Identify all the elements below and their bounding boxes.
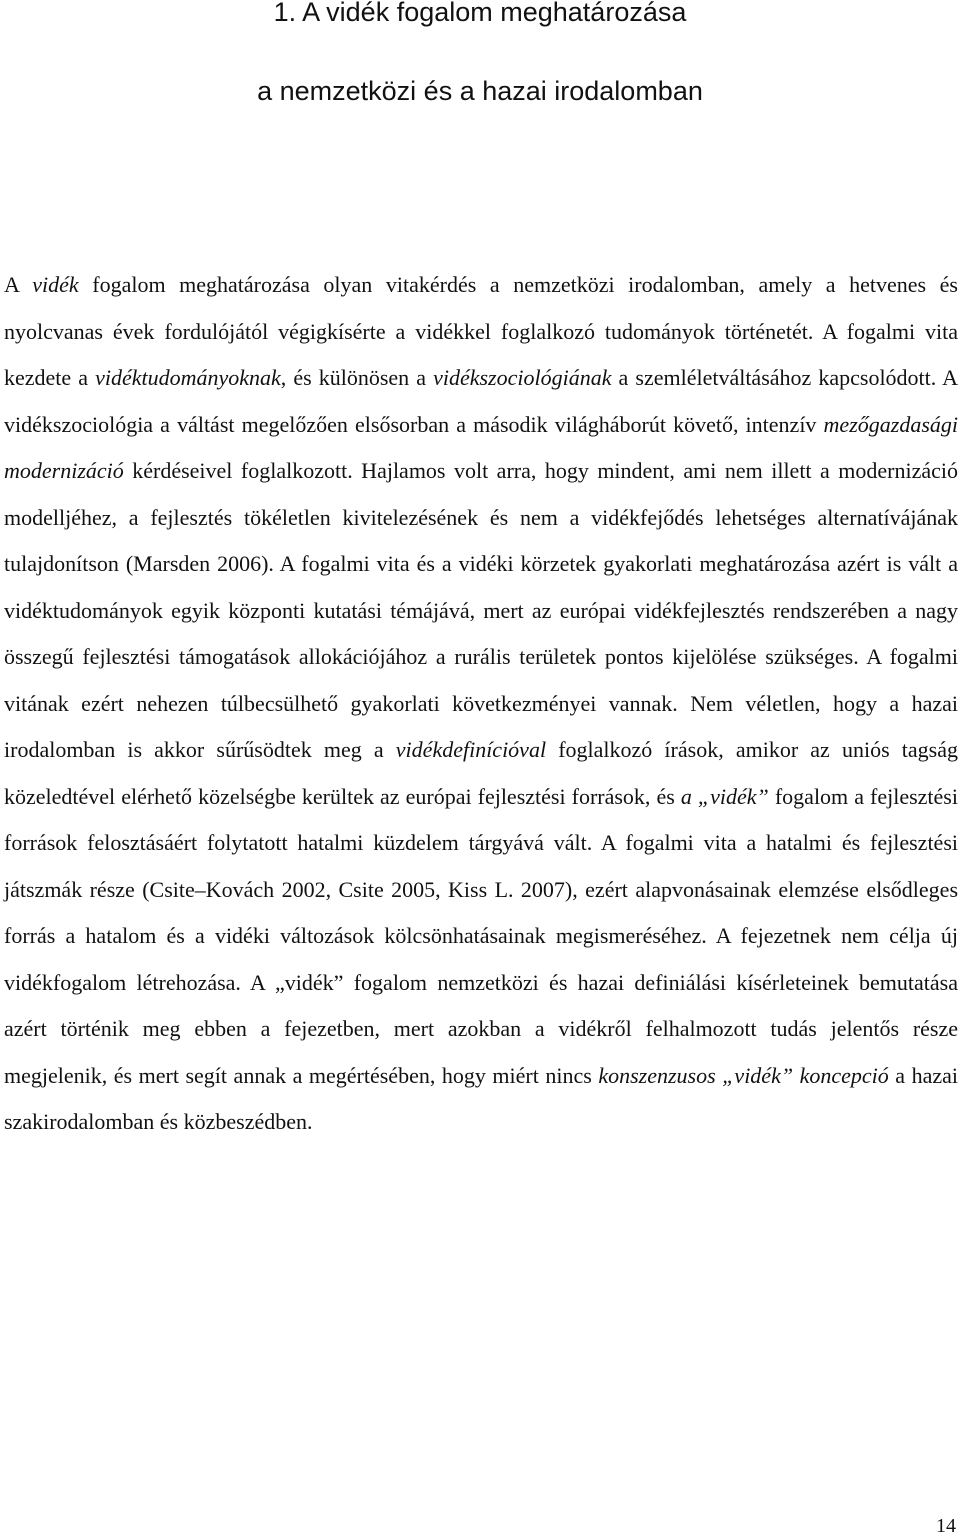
text-run: fogalom a fejlesztési források felosztásáért folytatott hatalmi küzdelem tárgyává vált. A fogalmi vita a hatalmi és fejlesztési játszmák része (Csite–Kovách 2002, Csite 2005, Kiss L. 2007), ezért alapvonásainak elemzése elsődleges forrás a hatalom és a vidéki változások kölcsönhatásainak megismeréséhez. A fejezetnek nem célja új vidékfogalom létrehozása. A „vidék” fogalom nemzetközi és hazai definiálási kísérleteinek bemutatása azért történik meg ebben a fejezetben, mert azokban a vidékről felhalmozott tudás jelentős része megjelenik, és mert segít annak a megértésében, hogy miért nincs bbox=[4, 783, 958, 1088]
text-run: fogalom meghatározása olyan vitakérdés a nemzetközi irodalomban, amely a hetvenes és nyolcvanas évek fordulójától végigkísérte a vidékkel foglalkozó tudományok történetét. A fogalmi vita kezdete a bbox=[4, 272, 958, 390]
text-run: a hazai szakirodalomban és közbeszédben. bbox=[4, 1062, 959, 1134]
text-run: , és különösen a bbox=[280, 365, 434, 390]
emphasis-term: vidéktudományoknak bbox=[95, 365, 281, 390]
emphasis-term: vidékszociológiának bbox=[433, 365, 612, 390]
emphasis-term: vidék bbox=[32, 272, 79, 297]
chapter-title: 1. A vidék fogalom meghatározása bbox=[273, 0, 687, 27]
emphasis-term: a „vidék” bbox=[680, 783, 769, 809]
emphasis-term: mezőgazdasági modernizáció bbox=[4, 411, 958, 483]
emphasis-term: konszenzusos „vidék” koncepció bbox=[598, 1062, 889, 1088]
text-run: kérdéseivel foglalkozott. Hajlamos volt arra, hogy mindent, ami nem illett a modernizáció modelljéhez, a fejlesztés tökéletlen kivitelezésének és nem a vidékfejődés lehetséges alternatívájának tulajdonítson (Marsden 2006). A fogalmi vita és a vidéki körzetek gyakorlati meghatározása azért is vált a vidéktudományok egyik központi kutatási témájává, mert az európai vidékfejlesztés rendszerében a nagy összegű fejlesztési támogatások allokációjához a rurális területek pontos kijelölése szükséges. A fogalmi vitának ezért nehezen túlbecsülhető gyakorlati következményei vannak. Nem véletlen, hogy a hazai irodalomban is akkor sűrűsödtek meg a bbox=[4, 458, 958, 762]
emphasis-term: vidékdefinícióval bbox=[395, 737, 547, 762]
page-number: 14 bbox=[936, 1515, 956, 1537]
body-paragraph bbox=[4, 262, 958, 1146]
text-run: A bbox=[4, 272, 33, 297]
text-run: foglalkozó írások, amikor az uniós tagság közeledtével elérhető közelségbe kerültek az európai fejlesztési források, és bbox=[4, 737, 958, 809]
chapter-subtitle: a nemzetközi és a hazai irodalomban bbox=[257, 76, 703, 106]
text-run: a szemléletváltásához kapcsolódott. A vidékszociológia a váltást megelőzően elsősorban a második világháborút követő, intenzív bbox=[4, 365, 959, 437]
